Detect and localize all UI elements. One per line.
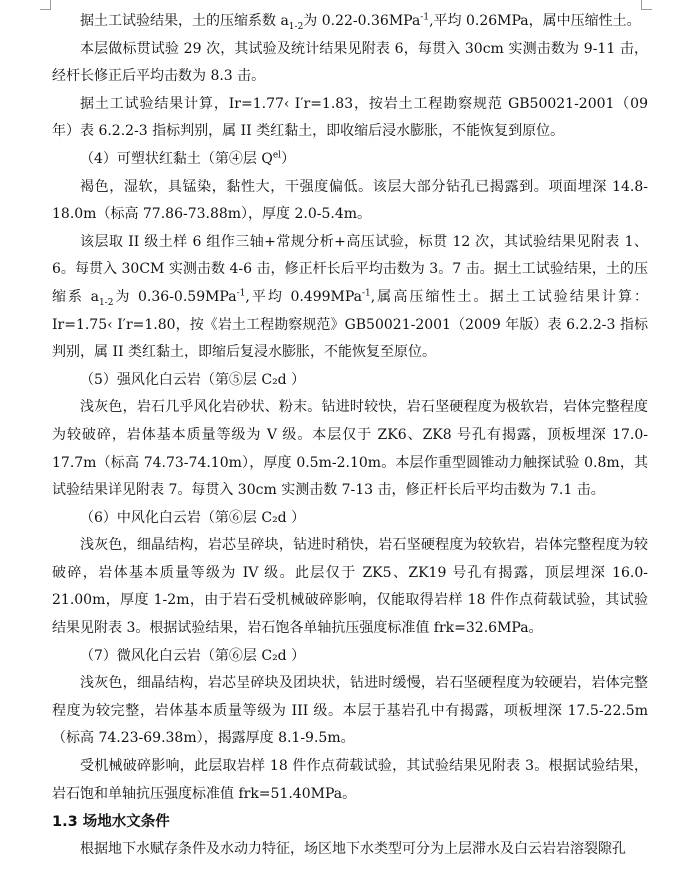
paragraph-compression-coefficient: 据土工试验结果，土的压缩系数 $a_{1-2}$为 0.22-0.36MPa$^{-1}$,平均 0.26MPa，属中压缩性土。: [80, 12, 641, 32]
heading-layer-7: （7）微风化白云岩（第⑥层 C₂d ）: [80, 647, 306, 664]
heading-layer-4: （4）可塑状红黏土（第④层 $Q^{el}$）: [80, 150, 296, 167]
heading-layer-6: （6）中风化白云岩（第⑥层 C₂d ）: [80, 509, 306, 526]
crop-mark-top-left: [40, 0, 51, 10]
paragraph-layer-5-description: 浅灰色，岩石几乎风化岩砂状、粉末。钻进时较快，岩石坚硬程度为极软岩，岩体完整程度为较破碎，岩体基本质量等级为 V 级。本层仅于 ZK6、ZK8 号孔有揭露，顶板埋深 17.0-17.7m（标高 74.73-74.10m），厚度 0.5m-2.10m。本层作重型圆锥动力触探试验 0.8m，其试验结果详见附表 7。每贯入 30cm 实测击数 7-13 击，修正杆长后平均击数为 7.1 击。: [52, 399, 648, 499]
paragraph-layer-7-description: 浅灰色，细晶结构，岩芯呈碎块及团块状，钻进时缓慢，岩石坚硬程度为较硬岩，岩体完整程度为较完整，岩体基本质量等级为 III 级。本层于基岩孔中有揭露，项板埋深 17.5-22.5m（标高 74.23-69.38m），揭露厚度 8.1-9.5m。: [52, 675, 648, 747]
paragraph-layer-4-tests: 该层取 II 级土样 6 组作三轴+常规分析+高压试验，标贯 12 次，其试验结果见附表 1、6。每贯入 30CM 实测击数 4-6 击，修正杆长后平均击数为 3。7 击。据土工试验结果，土的压缩系 $a_{1-2}$为 0.36-0.59MPa$^{-1}$,平均 0.499MPa$^{-1}$,属高压缩性土。据土工试验结果计算：Ir=1.75‹ I′r=1.80，按《岩土工程勘察规范》GB50021-2001（2009 年版）表 6.2.2-3 指标判别，属 II 类红黏土，即缩后复浸水膨胀，不能恢复至原位。: [52, 233, 649, 361]
paragraph-layer-6-description: 浅灰色，细晶结构，岩芯呈碎块，钻进时稍快，岩石坚硬程度为较软岩，岩体完整程度为较破碎，岩体基本质量等级为 IV 级。此层仅于 ZK5、ZK19 号孔有揭露，顶层埋深 16.0-21.00m，厚度 1-2m，由于岩石受机械破碎影响，仅能取得岩样 18 件作点荷载试验，其试验结果见附表 3。根据试验结果，岩石饱各单轴抗压强度标准值 frk=32.6MPa。: [52, 537, 648, 637]
paragraph-layer-7-tests: 受机械破碎影响，此层取岩样 18 件作点荷载试验，其试验结果见附表 3。根据试验结果，岩石饱和单轴抗压强度标准值 frk=51.40MPa。: [52, 758, 648, 802]
paragraph-spt-test: 本层做标贯试验 29 次，其试验及统计结果见附表 6，每贯入 30cm 实测击数为 9-11 击，经杆长修正后平均击数为 8.3 击。: [52, 40, 648, 85]
paragraph-layer-4-description: 褐色，湿软，具锰染，黏性大，干强度偏低。该层大部分钻孔已揭露到。项面埋深 14.8-18.0m（标高 77.86-73.88m），厚度 2.0-5.4m。: [52, 178, 648, 223]
document-body: [52, 8, 648, 864]
heading-layer-5: （5）强风化白云岩（第⑤层 C₂d ）: [80, 371, 306, 388]
paragraph-groundwater: 根据地下水赋存条件及水动力特征，场区地下水类型可分为上层滞水及白云岩岩溶裂隙孔: [80, 841, 626, 858]
section-heading-hydrology: 1.3 场地水文条件: [52, 814, 170, 831]
paragraph-red-clay-classification: 据土工试验结果计算，Ir=1.77‹ I′r=1.83，按岩土工程勘察规范 GB50021-2001（09 年）表 6.2.2-3 指标判别，属 II 类红黏土，即收缩后浸水膨胀，不能恢复到原位。: [52, 95, 648, 140]
